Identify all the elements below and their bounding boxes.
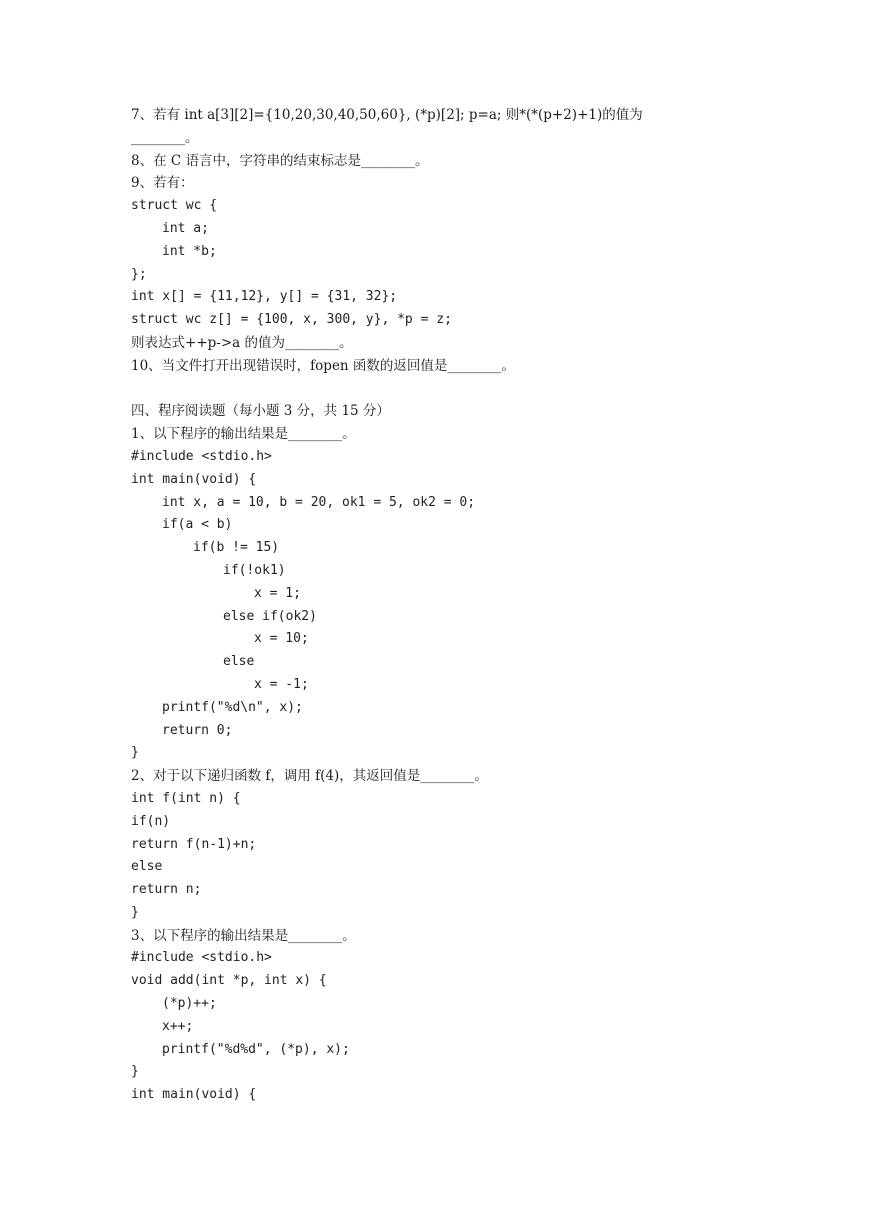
p3-code-line: void add(int *p, int x) { (131, 973, 327, 989)
p1-code-line: return 0; (162, 722, 233, 738)
q9-question: 则表达式++p->a 的值为________。 (131, 334, 353, 351)
p1-code-line: x = -1; (254, 676, 309, 692)
q8-text: 8、在 C 语言中，字符串的结束标志是________。 (131, 152, 429, 169)
p1-code-line: int x, a = 10, b = 20, ok1 = 5, ok2 = 0; (162, 494, 476, 510)
q9-code-line: int *b; (162, 243, 217, 259)
p2-code-line: return f(n-1)+n; (131, 836, 257, 852)
p2-code-line: if(n) (131, 813, 171, 829)
p1-code-line: else (223, 654, 255, 670)
p2-code-line: return n; (131, 882, 202, 898)
q9-code-line: int a; (162, 220, 209, 236)
exam-content (131, 104, 731, 1107)
q9-code-line: int x[] = {11,12}, y[] = {31, 32}; (131, 289, 398, 305)
q9-code-line: }; (131, 266, 147, 282)
p1-code-line: if(a < b) (162, 517, 233, 533)
q9-intro: 9、若有： (131, 175, 194, 192)
p1-code-line: int main(void) { (131, 471, 257, 487)
p3-code-line: #include <stdio.h> (131, 950, 272, 966)
p1-code-line: if(b != 15) (193, 540, 280, 556)
p1-code-line: } (131, 745, 139, 761)
p1-code-line: else if(ok2) (223, 608, 317, 624)
section4-title: 四、程序阅读题（每小题 3 分，共 15 分） (131, 403, 390, 420)
p1-code-line: x = 10; (254, 631, 309, 647)
q7-line2: ________。 (131, 129, 199, 146)
q9-code-line: struct wc { (131, 198, 218, 214)
q9-code-line: struct wc z[] = {100, x, 300, y}, *p = z; (131, 312, 452, 328)
p2-code-line: int f(int n) { (131, 790, 241, 806)
p3-code-line: (*p)++; (162, 996, 217, 1012)
p3-code-line: printf("%d%d", (*p), x); (162, 1041, 350, 1057)
p2-code-line: else (131, 859, 163, 875)
p1-code-line: #include <stdio.h> (131, 448, 272, 464)
p1-code-line: printf("%d\n", x); (162, 699, 303, 715)
p1-code-line: x = 1; (254, 585, 301, 601)
q10-text: 10、当文件打开出现错误时，fopen 函数的返回值是________。 (131, 357, 515, 374)
p3-code-line: } (131, 1064, 139, 1080)
p1-question: 1、以下程序的输出结果是________。 (131, 426, 356, 443)
p2-question: 2、对于以下递归函数 f，调用 f(4)，其返回值是________。 (131, 768, 488, 785)
p3-code-line: int main(void) { (131, 1087, 257, 1103)
p3-question: 3、以下程序的输出结果是________。 (131, 927, 356, 944)
p3-code-line: x++; (162, 1018, 194, 1034)
p1-code-line: if(!ok1) (223, 562, 286, 578)
section-spacer (131, 378, 731, 401)
q7-line1: 7、若有 int a[3][2]={10,20,30,40,50,60}, (*p)[2]; p=a; 则*(*(p+2)+1)的值为 (131, 107, 643, 123)
p2-code-line: } (131, 904, 139, 920)
